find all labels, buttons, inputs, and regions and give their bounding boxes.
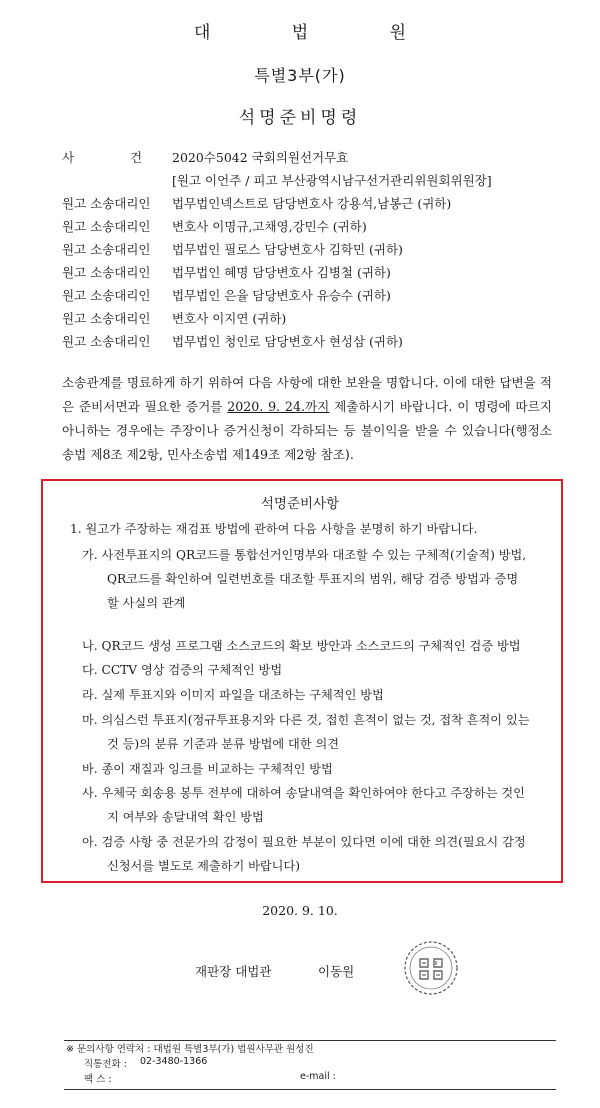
sub-item-sa-cont: 지 여부와 송달내역 확인 방법 bbox=[107, 810, 264, 824]
item-1: 1. 원고가 주장하는 재검표 방법에 관하여 다음 사항을 분명히 하기 바랍니다. bbox=[70, 522, 478, 536]
sub-item-ra: 라. 실제 투표지와 이미지 파일을 대조하는 구체적인 방법 bbox=[82, 688, 384, 702]
sub-item-a-cont: 신청서를 별도로 제출하기 바랍니다) bbox=[107, 859, 300, 873]
rep-label: 원고 소송대리인 bbox=[62, 265, 151, 280]
rep-label: 원고 소송대리인 bbox=[62, 311, 151, 326]
case-label: 사 건 bbox=[62, 150, 169, 165]
footer-email-label: e-mail : bbox=[300, 1071, 336, 1082]
sub-item-ma: 마. 의심스런 투표지(정규투표용지와 다른 것, 접힌 흔적이 없는 것, 접착 흔적이 있는 bbox=[82, 713, 530, 727]
division-name: 특별3부(가) bbox=[254, 66, 346, 85]
court-name: 대 법 원 bbox=[193, 23, 445, 43]
sub-item-ga-cont: 할 사실의 관계 bbox=[107, 596, 186, 610]
judge-name: 이동원 bbox=[318, 964, 355, 979]
sub-item-ga: 가. 사전투표지의 QR코드를 통합선거인명부와 대조할 수 있는 구체적(기술적) 방법, bbox=[82, 548, 527, 562]
footer-phone-label: 직통전화 : bbox=[84, 1059, 127, 1070]
rep-label: 원고 소송대리인 bbox=[62, 242, 151, 257]
rep-label: 원고 소송대리인 bbox=[62, 219, 151, 234]
intro-part2: 제출하시기 바랍니다. 이 명령에 따르지 아니하는 경우에는 주장이나 증거신청이 각하되는 등 불이익을 받을 수 있습니다(행정소송법 제8조 제2항, 민사소송법 제149조 제2항 참조). bbox=[62, 399, 553, 462]
sub-item-da: 다. CCTV 영상 검증의 구체적인 방법 bbox=[82, 663, 283, 677]
sub-item-ba: 바. 종이 재질과 잉크를 비교하는 구체적인 방법 bbox=[82, 762, 333, 776]
case-number-title: 2020수5042 국회의원선거무효 bbox=[172, 150, 349, 165]
order-date: 2020. 9. 10. bbox=[262, 903, 338, 918]
footer-fax-label: 팩 스 : bbox=[84, 1074, 112, 1085]
rep-value: 법무법인 은율 담당변호사 유승수 (귀하) bbox=[172, 288, 391, 303]
deadline-date: 2020. 9. 24.까지 bbox=[227, 399, 330, 414]
rep-value: 법무법인 혜명 담당변호사 김병철 (귀하) bbox=[172, 265, 391, 280]
rep-label: 원고 소송대리인 bbox=[62, 334, 151, 349]
judge-title: 재판장 대법관 bbox=[195, 964, 272, 979]
rep-label: 원고 소송대리인 bbox=[62, 288, 151, 303]
rep-label: 원고 소송대리인 bbox=[62, 196, 151, 211]
footer-contact-line: ※ 문의사항 연락처 : 대법원 특별3부(가) 법원사무관 원성진 bbox=[66, 1044, 314, 1055]
sub-item-ma-cont: 것 등)의 분류 기준과 분류 방법에 대한 의견 bbox=[107, 737, 340, 751]
case-parties: [원고 이언주 / 피고 부산광역시남구선거관리위원회위원장] bbox=[172, 173, 492, 188]
box-title: 석명준비사항 bbox=[260, 496, 340, 512]
sub-item-sa: 사. 우체국 회송용 봉투 전부에 대하여 송달내역을 확인하여야 한다고 주장하는 것인 bbox=[82, 786, 525, 800]
sub-item-na: 나. QR코드 생성 프로그램 소스코드의 확보 방안과 소스코드의 구체적인 검증 방법 bbox=[82, 639, 521, 653]
rep-value: 변호사 이지연 (귀하) bbox=[172, 311, 287, 326]
intro-paragraph bbox=[62, 371, 552, 467]
sub-item-ga-cont: QR코드를 확인하여 일련번호를 대조할 투표지의 범위, 해당 검증 방법과 증명 bbox=[107, 572, 519, 586]
document-title: 석명준비명령 bbox=[238, 108, 362, 128]
footer-phone-value: 02-3480-1366 bbox=[140, 1056, 208, 1067]
court-seal-icon bbox=[402, 939, 460, 997]
rep-value: 법무법인넥스트로 담당변호사 강용석,남봉근 (귀하) bbox=[172, 196, 452, 211]
rep-value: 법무법인 청인로 담당변호사 현성삼 (귀하) bbox=[172, 334, 403, 349]
rep-value: 법무법인 필로스 담당변호사 김학민 (귀하) bbox=[172, 242, 403, 257]
intro-part1: 소송관계를 명료하게 하기 위하여 다음 사항에 대한 보완을 명합니다. 이에 대한 답변을 적은 준비서면과 필요한 증거를 bbox=[62, 375, 553, 414]
sub-item-a: 아. 검증 사항 중 전문가의 감정이 필요한 부분이 있다면 이에 대한 의견(필요시 감정 bbox=[82, 835, 526, 849]
rep-value: 변호사 이명규,고채영,강민수 (귀하) bbox=[172, 219, 367, 234]
